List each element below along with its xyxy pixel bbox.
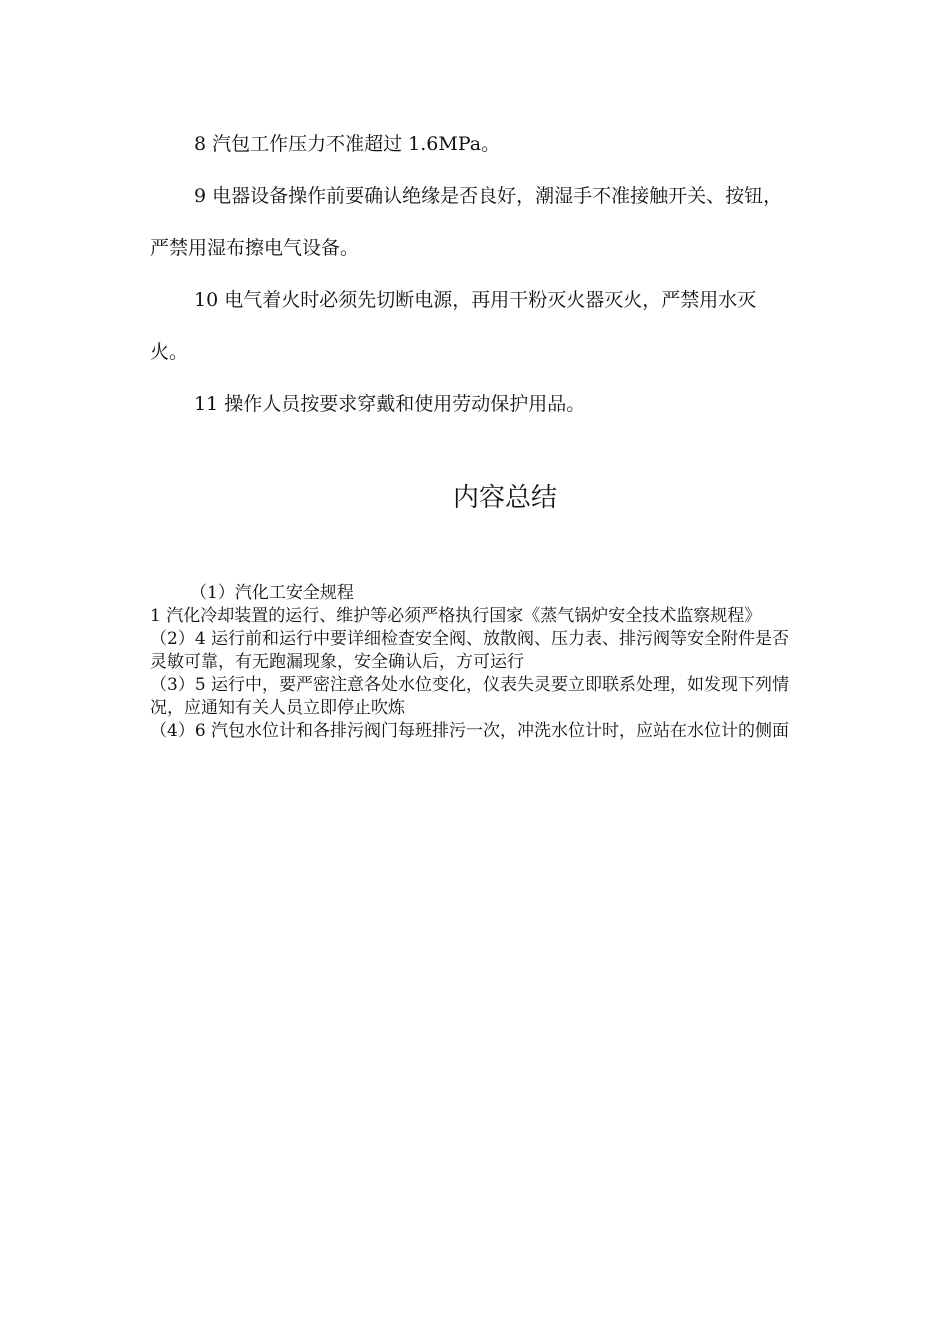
summary-item-1: 1 汽化冷却装置的运行、维护等必须严格执行国家《蒸气锅炉安全技术监察规程》 — [150, 606, 762, 626]
summary-item-2: （2）4 运行前和运行中要详细检查安全阀、放散阀、压力表、排污阀等安全附件是否灵敏可靠，有无跑漏现象，安全确认后，方可运行 — [150, 629, 790, 672]
rule-paragraph-11: 11 操作人员按要求穿戴和使用劳动保护用品。 — [194, 393, 586, 415]
rule-paragraph-9: 9 电器设备操作前要确认绝缘是否良好，潮湿手不准接触开关、按钮，严禁用湿布擦电气设备。 — [150, 185, 783, 259]
rule-paragraph-10: 10 电气着火时必须先切断电源，再用干粉灭火器灭火，严禁用水灭火。 — [150, 289, 757, 363]
summary-title: 内容总结 — [452, 483, 557, 513]
safety-rules-body — [150, 118, 790, 430]
summary-block — [150, 582, 800, 743]
summary-item-3: （3）5 运行中，要严密注意各处水位变化，仪表失灵要立即联系处理，如发现下列情况，应通知有关人员立即停止吹炼 — [150, 675, 790, 718]
rule-paragraph-8: 8 汽包工作压力不准超过 1.6MPa。 — [194, 133, 501, 155]
summary-item-4: （4）6 汽包水位计和各排污阀门每班排污一次，冲洗水位计时，应站在水位计的侧面 — [150, 721, 790, 741]
summary-heading: （1）汽化工安全规程 — [190, 583, 354, 603]
